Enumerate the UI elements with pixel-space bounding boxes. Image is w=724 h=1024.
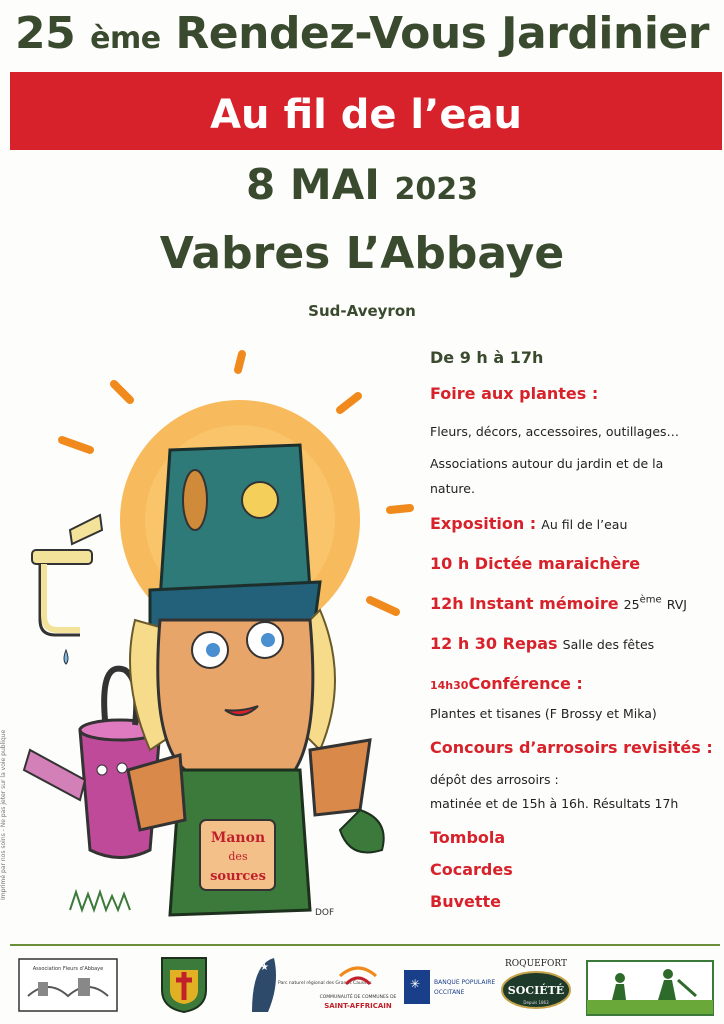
apron-text-line2: des: [228, 850, 248, 863]
date-day-month: 8 MAI: [246, 160, 380, 209]
parc-naturel-text: Parc naturel régional des Grands Causses: [278, 981, 372, 986]
memoire-title: 12h Instant mémoire: [430, 594, 619, 613]
roquefort-top: ROQUEFORT: [505, 959, 567, 969]
cocardes-item: Cocardes: [430, 860, 513, 879]
exposition-text: Au fil de l’eau: [541, 517, 628, 532]
memoire-item: [430, 594, 687, 613]
coat-of-arms-icon: [160, 956, 208, 1014]
repas-title: 12 h 30 Repas: [430, 634, 558, 653]
artist-signature: DOF: [315, 908, 335, 918]
conference-text: Plantes et tisanes (F Brossy et Mika): [430, 706, 657, 721]
flowerpot-hat: [150, 445, 320, 628]
banque-line2: OCCITANE: [434, 989, 465, 996]
plant-fair-line2b: nature.: [430, 481, 475, 496]
communaute-line2: SAINT-AFFRICAIN: [324, 1002, 392, 1010]
event-date: [0, 160, 724, 209]
gardeners-logo: [586, 960, 714, 1016]
memoire-tail: RVJ: [666, 597, 687, 612]
clay-pot-left: [128, 755, 185, 830]
association-logo-text: Association Fleurs d’Abbaye: [32, 966, 104, 972]
tombola-item: Tombola: [430, 828, 506, 847]
conference-hour: 14h30: [430, 679, 469, 692]
repas-item: [430, 634, 654, 653]
svg-text:★: ★: [260, 962, 269, 973]
clay-pot-right: [310, 740, 384, 853]
plant-fair-title: Foire aux plantes :: [430, 384, 599, 403]
repas-place: Salle des fêtes: [562, 637, 655, 652]
water-tap-icon: [32, 515, 102, 664]
gardener-illustration: [10, 350, 430, 930]
banque-line1: BANQUE POPULAIRE: [434, 979, 496, 986]
association-logo: [18, 958, 118, 1012]
memoire-number: 25: [623, 597, 640, 612]
conference-item: [430, 674, 583, 693]
title-main: Rendez-Vous Jardinier: [175, 8, 709, 59]
banque-populaire-logo: [402, 964, 496, 1012]
title-ordinal: ème: [90, 21, 161, 56]
grass: [70, 892, 130, 910]
dictee-item: 10 h Dictée maraichère: [430, 554, 641, 573]
opening-hours: De 9 h à 17h: [430, 348, 544, 367]
apron-text-line1: Manon: [210, 830, 266, 846]
conference-title: Conférence :: [468, 674, 583, 693]
sponsor-logos: [0, 950, 724, 1020]
region-name: Sud-Aveyron: [308, 302, 416, 320]
roquefort-societe-logo: [498, 956, 574, 1016]
date-year: 2023: [394, 172, 478, 207]
page-title: [0, 8, 724, 59]
communaute-communes-logo: [318, 960, 398, 1016]
memoire-ordinal: ème: [639, 594, 662, 606]
roquefort-main: SOCIÉTÉ: [507, 984, 565, 997]
plant-fair-line1: Fleurs, décors, accessoires, outillages…: [430, 424, 680, 439]
town-name: Vabres L’Abbaye: [159, 228, 565, 279]
apron: [170, 770, 310, 915]
communaute-line1: COMMUNAUTÉ DE COMMUNES DE: [319, 995, 397, 1000]
svg-text:✳: ✳: [410, 977, 421, 991]
roquefort-sub: Depuis 1863: [523, 1000, 549, 1005]
exposition-item: [430, 514, 627, 533]
concours-title: Concours d’arrosoirs revisités :: [430, 738, 713, 757]
buvette-item: Buvette: [430, 892, 502, 911]
concours-line2: matinée et de 15h à 16h. Résultats 17h: [430, 796, 679, 811]
concours-line1: dépôt des arrosoirs :: [430, 772, 559, 787]
theme-text: Au fil de l’eau: [210, 92, 522, 138]
footer-divider: [10, 944, 720, 946]
theme-banner: [10, 72, 722, 150]
exposition-title: Exposition :: [430, 514, 537, 533]
plant-fair-line2a: Associations autour du jardin et de la: [430, 456, 664, 471]
title-number: 25: [15, 8, 76, 59]
apron-text-line3: sources: [210, 869, 266, 884]
printer-credit: Imprimé par nos soins - Ne pas jeter sur la voie publique: [0, 729, 7, 900]
